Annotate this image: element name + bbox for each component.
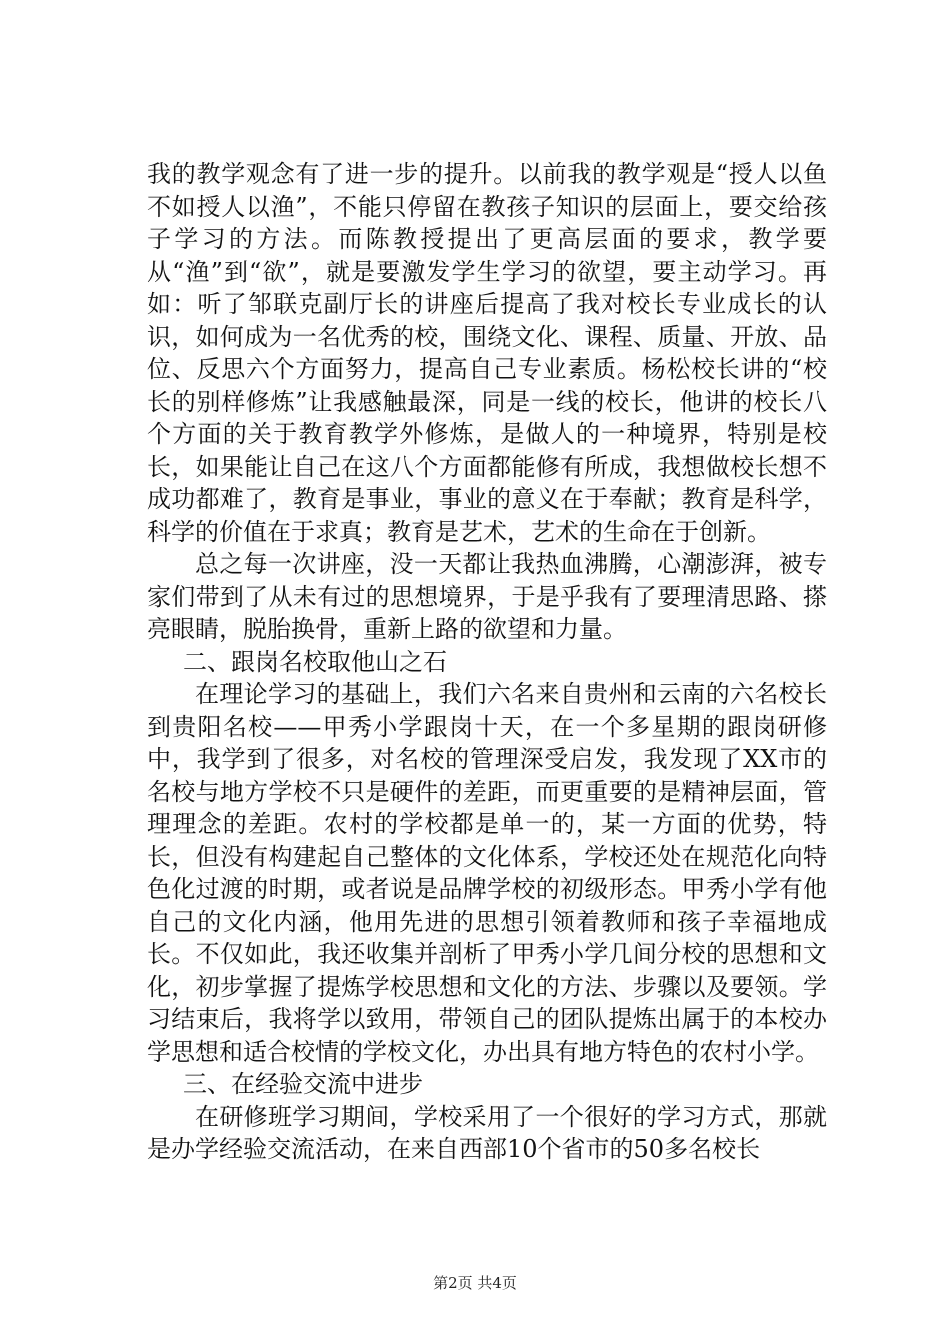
paragraph-section-2: 在理论学习的基础上，我们六名来自贵州和云南的六名校长到贵阳名校——甲秀小学跟岗十天，在一个多星期的跟岗研修中，我学到了很多，对名校的管理深受启发，我发现了XX市的名校与地方学校不只是硬件的差距，而更重要的是精神层面，管理理念的差距。农村的学校都是单一的，某一方面的优势，特长，但没有构建起自己整体的文化体系，学校还处在规范化向特色化过渡的时期，或者说是品牌学校的初级形态。甲秀小学有他自己的文化内涵，他用先进的思想引领着教师和孩子幸福地成长。不仅如此，我还收集并剖析了甲秀小学几间分校的思想和文化，初步掌握了提炼学校思想和文化的方法、步骤以及要领。学习结束后，我将学以致用，带领自己的团队提炼出属于的本校办学思想和适合校情的学校文化，办出具有地方特色的农村小学。 — [147, 680, 827, 1066]
document-body — [147, 158, 827, 1166]
section-heading-2: 二、跟岗名校取他山之石 — [183, 647, 447, 676]
paragraph-lecture-reflections: 我的教学观念有了进一步的提升。以前我的教学观是“授人以鱼不如授人以渔”，不能只停留在教孩子知识的层面上，要交给孩子学习的方法。而陈教授提出了更高层面的要求，教学要从“渔”到“欲”，就是要激发学生学习的欲望，要主动学习。再如：听了邹联克副厅长的讲座后提高了我对校长专业成长的认识，如何成为一名优秀的校，围绕文化、课程、质量、开放、品位、反思六个方面努力，提高自己专业素质。杨松校长讲的“校长的别样修炼”让我感触最深，同是一线的校长，他讲的校长八个方面的关于教育教学外修炼，是做人的一种境界，特别是校长，如果能让自己在这八个方面都能修有所成，我想做校长想不成功都难了，教育是事业，事业的意义在于奉献；教育是科学，科学的价值在于求真；教育是艺术，艺术的生命在于创新。 — [147, 160, 827, 546]
paragraph-lecture-summary: 总之每一次讲座，没一天都让我热血沸腾，心潮澎湃，被专家们带到了从未有过的思想境界，于是乎我有了要理清思路、搽亮眼睛，脱胎换骨，重新上路的欲望和力量。 — [147, 550, 827, 643]
page-footer: 第2页 共4页 — [433, 1274, 517, 1292]
section-heading-3: 三、在经验交流中进步 — [183, 1070, 423, 1098]
paragraph-section-3: 在研修班学习期间，学校采用了一个很好的学习方式，那就是办学经验交流活动，在来自西部10个省市的50多名校长 — [147, 1102, 827, 1163]
